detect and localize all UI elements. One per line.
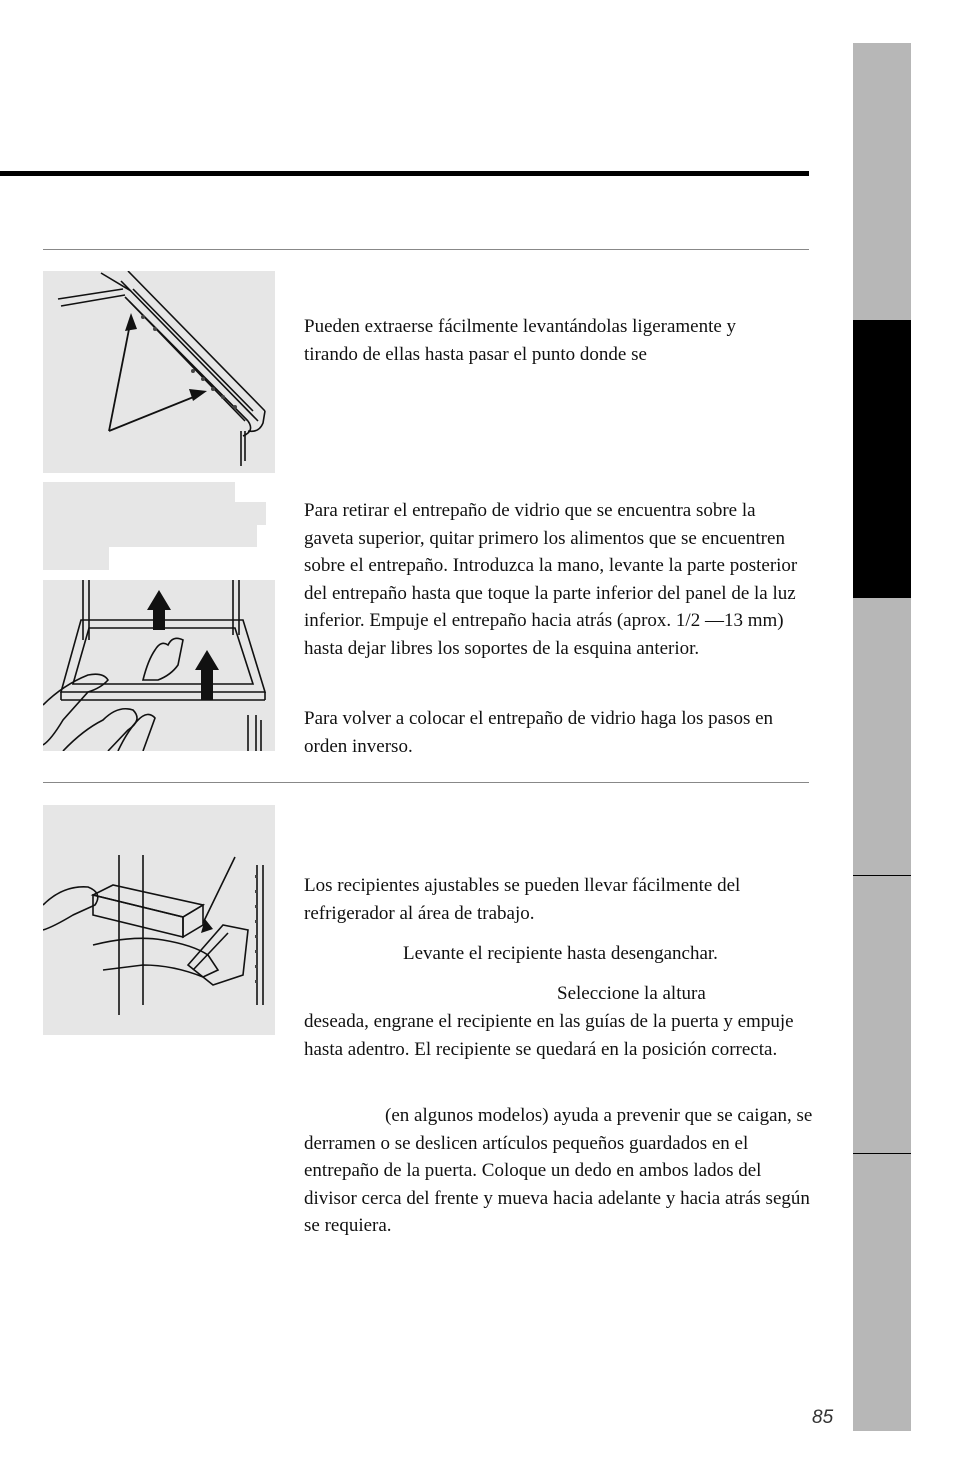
side-tab-1 [853, 43, 911, 320]
side-tab-3 [853, 598, 911, 875]
page-number: 85 [812, 1407, 834, 1428]
section-rule [43, 782, 809, 783]
bins-remove-text: Levante el recipiente hasta desenganchar. [403, 943, 718, 964]
glass-shelf-illustration [43, 580, 275, 751]
shelf-removal-text: Pueden extraerse fácilmente levantándolas ligeramente y tirando de ellas hasta pasar el punto donde se [304, 316, 737, 365]
heading-block [43, 547, 109, 570]
section-rule [43, 249, 809, 250]
bins-height-start-text: Seleccione la altura [557, 983, 706, 1004]
header-rule [0, 171, 809, 176]
divider-text: (en algunos modelos) ayuda a prevenir que se caigan, se derramen o se deslicen artículos pequeños guardados en el entrepaño de la puerta. Coloque un dedo en ambos lados del divisor cerca del frente y mueva hacia adelante y hacia atrás según se requiera. [304, 1105, 813, 1236]
bins-intro-text: Los recipientes ajustables se pueden llevar fácilmente del refrigerador al área de trabajo. [304, 875, 741, 924]
side-tab-active [853, 320, 911, 598]
heading-block [43, 502, 266, 525]
door-bin-illustration [43, 805, 275, 1035]
bins-height-text: deseada, engrane el recipiente en las guías de la puerta y empuje hasta adentro. El recipiente se quedará en la posición correcta. [304, 1011, 794, 1060]
side-tab-5 [853, 1154, 911, 1431]
side-tab-4 [853, 876, 911, 1153]
door-rail-illustration [43, 271, 275, 473]
glass-shelf-replace-text: Para volver a colocar el entrepaño de vidrio haga los pasos en orden inverso. [304, 708, 774, 757]
heading-block [43, 525, 257, 547]
glass-shelf-removal-text: Para retirar el entrepaño de vidrio que se encuentra sobre la gaveta superior, quitar primero los alimentos que se encuentren sobre el entrepaño. Introduzca la mano, levante la parte posterior del entrepaño hasta que toque la parte inferior del panel de la luz inferior. Empuje el entrepaño hacia atrás (aprox. 1/2 —13 mm) hasta dejar libres los soportes de la esquina anterior. [304, 500, 798, 659]
heading-block [43, 482, 235, 502]
